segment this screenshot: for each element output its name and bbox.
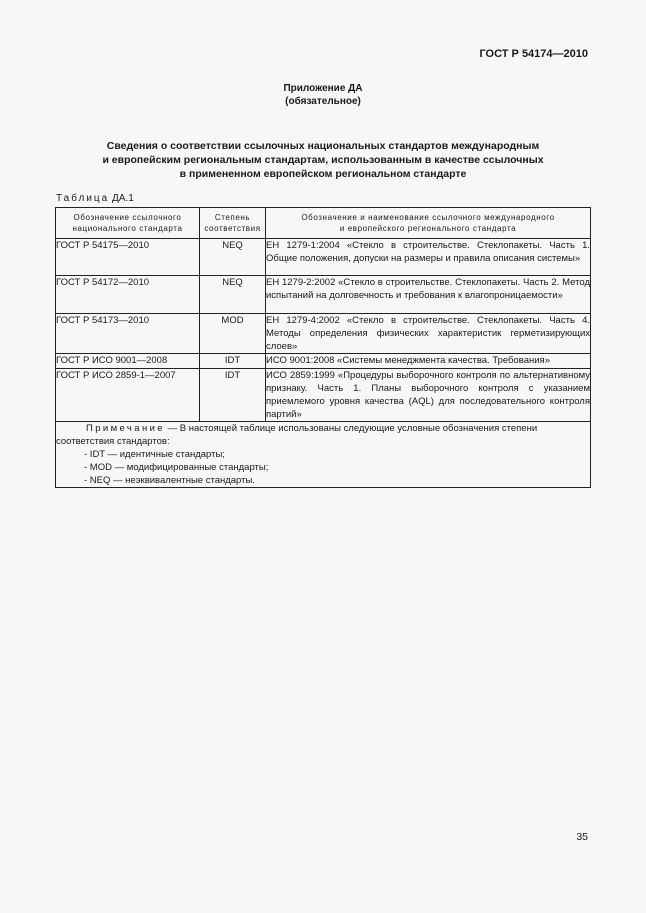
cell-degree: NEQ [200,276,266,314]
annex-subtitle: (обязательное) [285,96,361,107]
header-degree: Степень соответствия [200,208,266,239]
table-caption-number: ДА.1 [112,193,134,204]
cell-reference: ИСО 9001:2008 «Системы менеджмента качества. Требования» [266,354,591,369]
note-item: - NEQ — неэквивалентные стандарты. [84,475,255,486]
cell-standard: ГОСТ Р 54172—2010 [56,276,200,314]
cell-reference: ЕН 1279-4:2002 «Стекло в строительстве. Стеклопакеты. Часть 4. Методы определения физических характеристик герметизирующих слоев» [266,315,590,352]
note-label: Примечание [86,423,165,434]
section-title [60,139,586,181]
cell-standard: ГОСТ Р ИСО 2859-1—2007 [56,369,200,422]
cell-standard: ГОСТ Р 54173—2010 [56,314,200,354]
section-title-line: в примененном европейском региональном стандарте [179,168,467,180]
annex-title: Приложение ДА [283,83,363,94]
document-code: ГОСТ Р 54174—2010 [479,48,588,60]
table-row [56,276,591,314]
table-caption [56,193,134,204]
cell-standard: ГОСТ Р 54175—2010 [56,239,200,276]
table-note-row [56,422,591,488]
correspondence-table [55,207,591,488]
table-row [56,369,591,422]
table-row [56,239,591,276]
cell-reference: ИСО 2859:1999 «Процедуры выборочного контроля по альтернативному признаку. Часть 1. Планы выборочного контроля с указанием приемлемого уровня качества (AQL) для последовательного контроля партий» [266,370,590,420]
cell-standard: ГОСТ Р ИСО 9001—2008 [56,354,200,369]
note-item: - IDT — идентичные стандарты; [84,449,225,460]
cell-reference: ЕН 1279-2:2002 «Стекло в строительстве. Стеклопакеты. Часть 2. Метод испытаний на долговечность и требования к влагопроницаемости» [266,276,591,314]
note-item: - MOD — модифицированные стандарты; [84,462,269,473]
annex-heading [0,82,646,108]
cell-degree: MOD [200,314,266,354]
table-caption-label: Таблица [56,193,110,204]
table-row [56,314,591,354]
table-note [56,422,591,488]
section-title-line: и европейским региональным стандартам, использованным в качестве ссылочных [102,154,544,166]
header-reference: Обозначение и наименование ссылочного международного и европейского регионального стандарта [266,208,591,239]
section-title-line: Сведения о соответствии ссылочных национальных стандартов международным [106,140,540,152]
cell-degree: IDT [200,369,266,422]
cell-degree: NEQ [200,239,266,276]
header-standard: Обозначение ссылочного национального стандарта [56,208,200,239]
cell-reference: ЕН 1279-1:2004 «Стекло в строительстве. Стеклопакеты. Часть 1. Общие положения, допуски на размеры и правила описания системы» [266,239,591,276]
page-number: 35 [576,831,588,843]
cell-degree: IDT [200,354,266,369]
table-row [56,354,591,369]
note-text: — В настоящей таблице использованы следующие условные обозначения степени соответствия стандартов: [56,423,538,447]
table-header-row [56,208,591,239]
